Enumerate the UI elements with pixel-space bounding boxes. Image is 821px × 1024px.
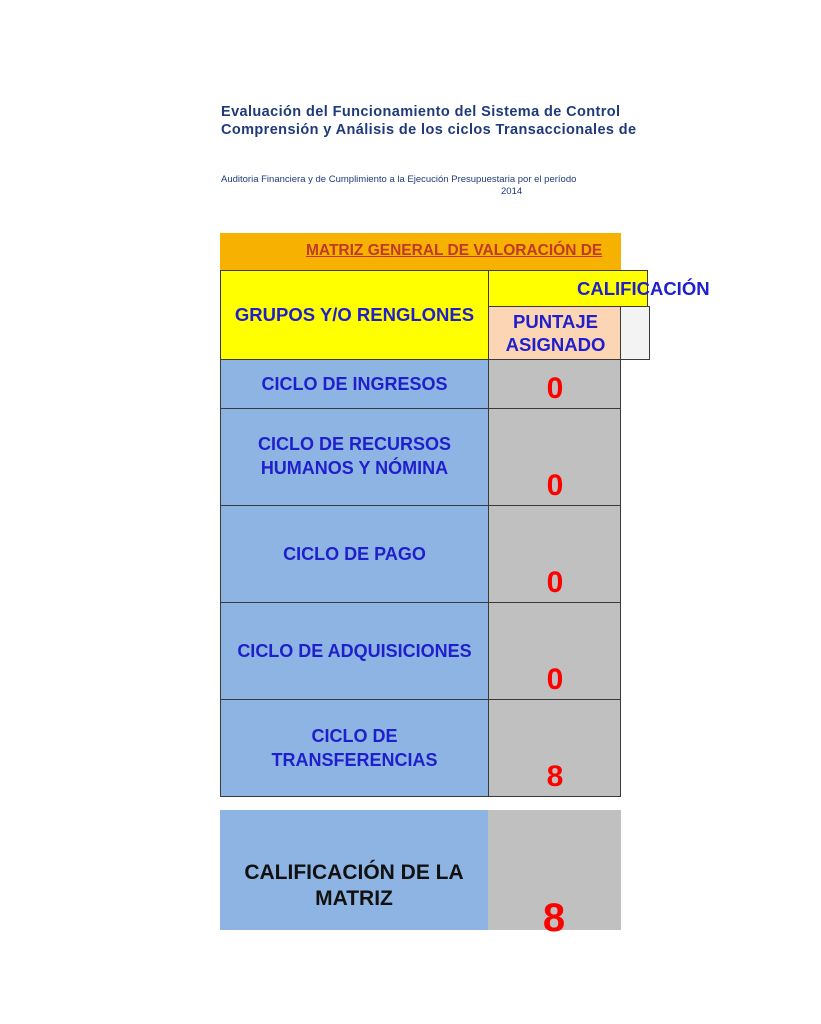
- table-row-label: [220, 408, 489, 506]
- row-score-cell: [488, 408, 621, 506]
- groups-column-header: [220, 270, 489, 360]
- row-label-pago: CICLO DE PAGO: [283, 544, 426, 564]
- groups-column-header-label: GRUPOS Y/O RENGLONES: [234, 304, 475, 325]
- summary-score-cell: [488, 810, 621, 940]
- table-row-label: [220, 602, 489, 700]
- row-score-pago: 0: [546, 566, 564, 599]
- table-row-label: [220, 359, 489, 409]
- row-label-transferencias: CICLO DE TRANSFERENCIAS: [271, 726, 438, 770]
- document-title-line-2: Comprensión y Análisis de los ciclos Transaccionales de: [221, 122, 637, 138]
- summary-label: CALIFICACIÓN DE LA MATRIZ: [244, 861, 464, 910]
- subtitle-line-1: Auditoria Financiera y de Cumplimiento a la Ejecución Presupuestaria por el período: [221, 174, 577, 185]
- calificacion-header-label: CALIFICACIÓN: [577, 278, 710, 299]
- row-label-ingresos: CICLO DE INGRESOS: [261, 374, 448, 394]
- matrix-banner-title: MATRIZ GENERAL DE VALORACIÓN DE: [306, 242, 603, 259]
- puntaje-asignado-label: PUNTAJE ASIGNADO: [505, 311, 606, 355]
- row-label-adquisiciones: CICLO DE ADQUISICIONES: [237, 641, 472, 661]
- summary-label-cell: [220, 810, 488, 930]
- calificacion-column-header: [488, 270, 710, 307]
- table-row-label: [220, 505, 489, 603]
- row-score-recursos-humanos: 0: [546, 469, 564, 502]
- row-score-cell: [488, 505, 621, 603]
- row-score-cell: [488, 602, 621, 700]
- row-score-adquisiciones: 0: [546, 663, 564, 696]
- puntaje-asignado-header: [488, 306, 621, 360]
- row-score-ingresos: 0: [546, 372, 564, 405]
- row-score-cell: [488, 699, 621, 797]
- table-row-label: [220, 699, 489, 797]
- document-title-line-1: Evaluación del Funcionamiento del Sistema de Control: [221, 104, 621, 120]
- row-score-transferencias: 8: [546, 760, 564, 793]
- next-column-header: [620, 306, 650, 360]
- subtitle-line-2: 2014: [501, 186, 523, 197]
- summary-score: 8: [542, 896, 566, 940]
- row-score-cell: [488, 359, 621, 409]
- matrix-banner: [220, 233, 621, 270]
- row-label-recursos-humanos: CICLO DE RECURSOS HUMANOS Y NÓMINA: [257, 434, 452, 478]
